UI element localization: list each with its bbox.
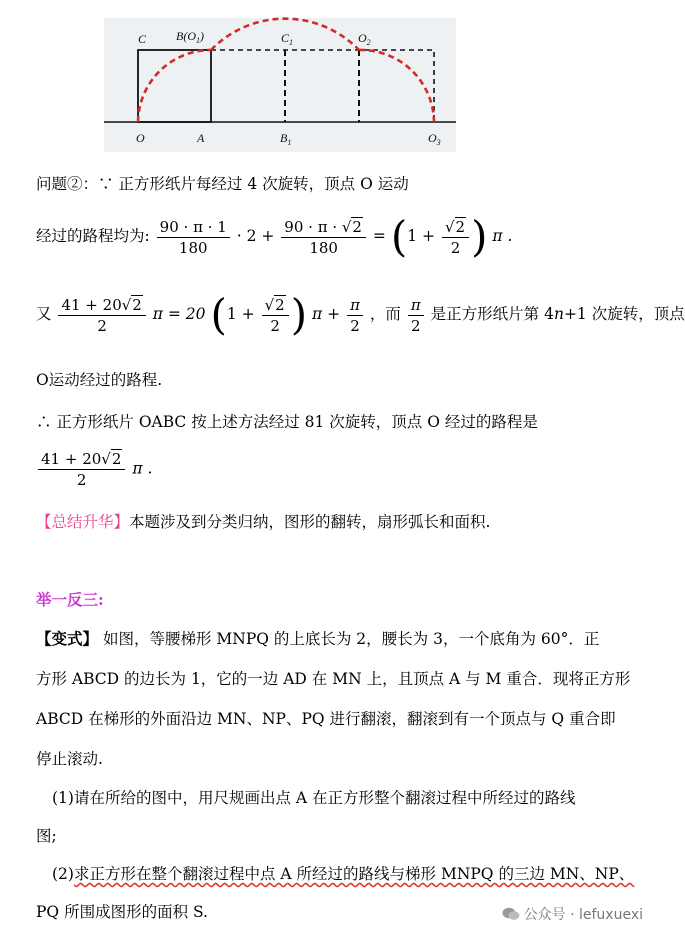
label-b1: $B_1$	[280, 131, 292, 147]
summary-tag: 【总结升华】	[36, 513, 130, 531]
fraction-sqrt2-over-2: $\frac{√2}{2}$	[442, 218, 469, 257]
question2-line2: PQ 所围成图形的面积 S.	[36, 903, 208, 921]
label-c1: $C_1$	[281, 31, 294, 47]
summary-text: 本题涉及到分类归纳，图形的翻转，扇形弧长和面积.	[129, 513, 491, 531]
wechat-icon	[502, 907, 520, 921]
rotation-figure	[104, 18, 456, 152]
question2-line1: (2)求正方形在整个翻滚过程中点 A 所经过的路线与梯形 MNPQ 的三边 MN、NP、	[52, 865, 635, 883]
arc-1	[138, 50, 211, 122]
label-o3: $O_3$	[428, 131, 441, 147]
problem2-line3: 又 $\frac{41 + 20√2}{2}$ π = 20 (1 + $\frac{√2}{2}$ ) π + $\frac{\pi}{2}$ ，而 $\frac{\pi}{2}$ 是正方形纸片第 4n+1 次旋转，顶点	[36, 290, 685, 339]
watermark-text: 公众号 · lefuxuexi	[523, 907, 643, 923]
variant-line4: 停止滚动.	[36, 750, 103, 768]
label-c: C	[138, 32, 147, 46]
variant-line2: 方形 ABCD 的边长为 1，它的一边 AD 在 MN 上，且顶点 A 与 M 重合．现将正方形	[36, 670, 631, 688]
problem2-line2: 经过的路程均为: $\frac{90 \cdot \pi \cdot 1}{180}$ · 2 + $\frac{90 \cdot \pi \cdot √2}{180}$ = (1 + $\frac{√2}{2}$ ) π .	[36, 212, 513, 261]
problem2-result: $\frac{41 + 20√2}{2}$ π .	[36, 450, 152, 489]
variant-line3: ABCD 在梯形的外面沿边 MN、NP、PQ 进行翻滚，翻滚到有一个顶点与 Q 重合即	[36, 710, 616, 728]
problem2-line1: 问题②：∵ 正方形纸片每经过 4 次旋转，顶点 O 运动	[36, 175, 409, 193]
watermark	[502, 904, 643, 924]
question1-line2: 图;	[36, 827, 57, 845]
label-b-o1: $B(O_1)$	[176, 29, 204, 45]
fraction-arc2: $\frac{90 \cdot \pi \cdot √2}{180}$	[281, 218, 366, 257]
section-title: 举一反三:	[36, 590, 104, 609]
variant-line1: 【变式】 如图，等腰梯形 MNPQ 的上底长为 2，腰长为 3，一个底角为 60°．正	[36, 629, 600, 648]
fraction-total: $\frac{41 + 20√2}{2}$	[58, 296, 145, 335]
arc-3	[359, 50, 434, 122]
variant-tag: 【变式】	[36, 629, 99, 648]
summary	[36, 510, 490, 532]
question1-line1: (1)请在所给的图中，用尺规画出点 A 在正方形整个翻滚过程中所经过的路线	[52, 789, 576, 807]
rotation-diagram	[104, 18, 456, 152]
label-a: A	[197, 131, 205, 145]
problem2-line5: ∴ 正方形纸片 OABC 按上述方法经过 81 次旋转，顶点 O 经过的路程是	[36, 413, 538, 431]
label-o: O	[136, 131, 145, 145]
fraction-arc1: $\frac{90 \cdot \pi \cdot 1}{180}$	[157, 218, 230, 257]
label-o2: $O_2$	[358, 31, 371, 47]
problem2-line4: O运动经过的路程.	[36, 371, 163, 389]
